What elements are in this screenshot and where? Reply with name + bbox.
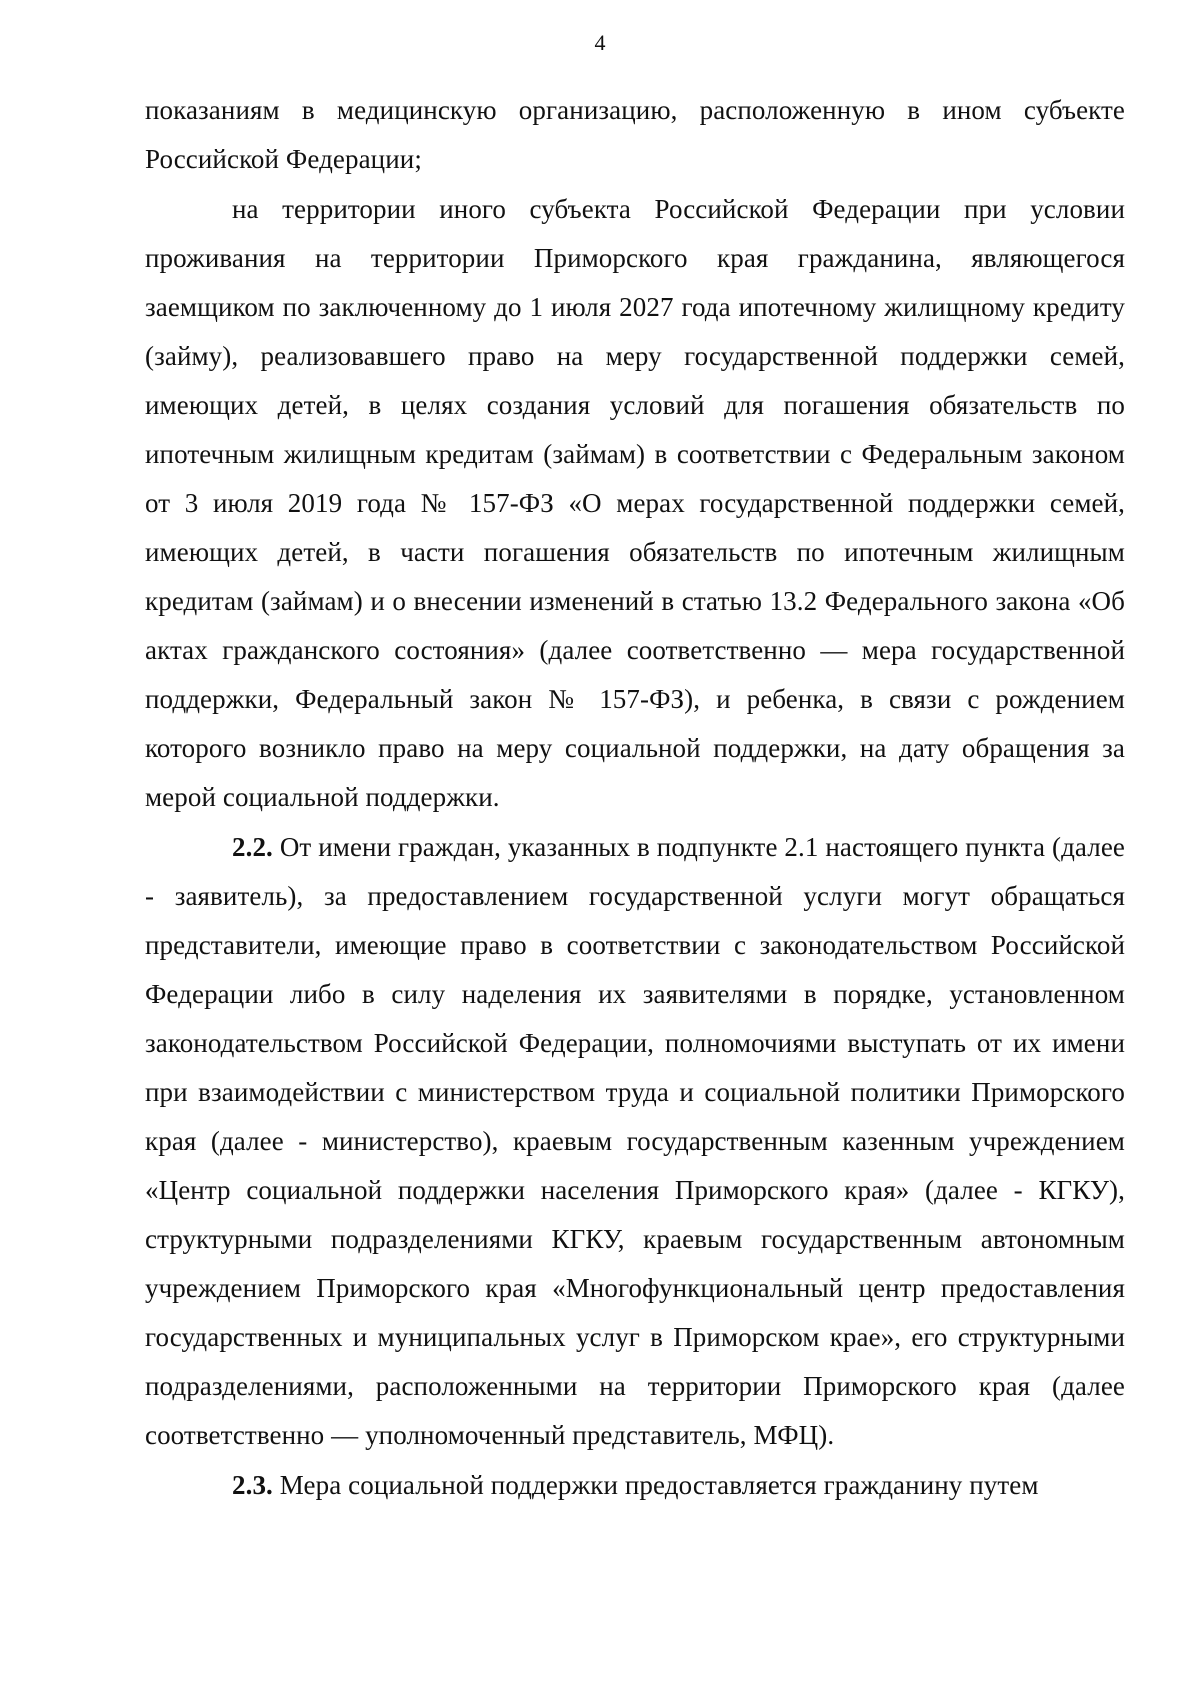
clause-number: 2.2.	[232, 832, 273, 862]
paragraph-text: на территории иного субъекта Российской Федерации при условии проживания на территории Приморского края гражданина, являющегося заемщиком по заключенному до 1 июля 2027 года ипотечному жилищному кредиту (займу), реализовавшего право на меру государственной поддержки семей, имеющих детей, в целях создания условий для погашения обязательств по ипотечным жилищным кредитам (займам) в соответствии с Федеральным законом от 3 июля 2019 года № 157-ФЗ «О мерах государственной поддержки семей, имеющих детей, в части погашения обязательств по ипотечным жилищным кредитам (займам) и о внесении изменений в статью 13.2 Федерального закона «Об актах гражданского состояния» (далее соответственно — мера государственной поддержки, Федеральный закон № 157-ФЗ), и ребенка, в связи с рождением которого возникло право на меру социальной поддержки, на дату обращения за мерой социальной поддержки.	[145, 194, 1125, 812]
paragraph-continuation	[145, 86, 1125, 184]
paragraph-2-2	[145, 823, 1125, 1460]
paragraph-2-3	[145, 1461, 1125, 1510]
document-body	[145, 86, 1125, 1510]
paragraph-text: Мера социальной поддержки предоставляется гражданину путем	[279, 1470, 1039, 1500]
paragraph-text: От имени граждан, указанных в подпункте 2.1 настоящего пункта (далее - заявитель), за предоставлением государственной услуги могут обращаться представители, имеющие право в соответствии с законодательством Российской Федерации либо в силу наделения их заявителями в порядке, установленном законодательством Российской Федерации, полномочиями выступать от их имени при взаимодействии с министерством труда и социальной политики Приморского края (далее - министерство), краевым государственным казенным учреждением «Центр социальной поддержки населения Приморского края» (далее - КГКУ), структурными подразделениями КГКУ, краевым государственным автономным учреждением Приморского края «Многофункциональный центр предоставления государственных и муниципальных услуг в Приморском крае», его структурными подразделениями, расположенными на территории Приморского края (далее соответственно — уполномоченный представитель, МФЦ).	[145, 832, 1125, 1450]
paragraph-text: показаниям в медицинскую организацию, расположенную в ином субъекте Российской Федерации;	[145, 95, 1125, 174]
page-number: 4	[594, 30, 606, 55]
paragraph-territory	[145, 185, 1125, 822]
clause-number: 2.3.	[232, 1470, 273, 1500]
